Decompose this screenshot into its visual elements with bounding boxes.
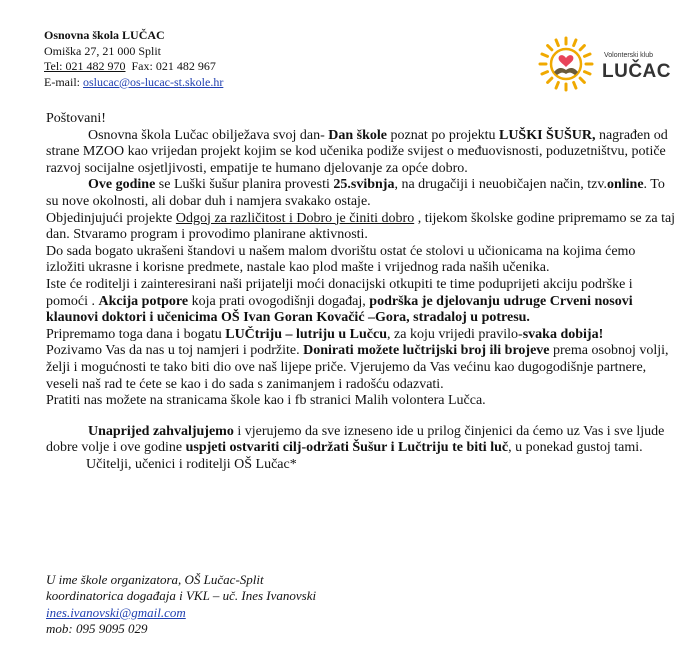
paragraph-lottery: Pripremamo toga dana i bogatu LUČtriju – lutriju u Lučcu, za koju vrijedi pravilo-svaka dobija! [46, 326, 604, 342]
paragraph-follow: Pratiti nas možete na stranicama škole kao i fb stranici Malih volontera Lučca. [46, 393, 486, 409]
sun-ray [542, 54, 548, 56]
sun-ray [542, 72, 548, 74]
fax-number: Fax: 021 482 967 [131, 59, 216, 73]
greeting: Poštovani! [46, 111, 106, 126]
sun-ray [580, 46, 584, 50]
sun-ray [584, 72, 590, 74]
phone-line [44, 59, 223, 75]
sun-ray [584, 54, 590, 56]
volunteer-club-logo [534, 34, 671, 94]
phone-number: Tel: 021 482 970 [44, 59, 126, 73]
sun-ray [548, 78, 552, 82]
paragraph-intro: Osnovna škola Lučac obilježava svoj dan- Dan škole poznat po projektu LUŠKI ŠUŠUR, nagrađen od strane MZOO kao vrijedan projekt kojim se kod učenika podiže svijest o međuovisnosti, poduzetništvu, potiče razvoj socijalne osjetljivosti, empatije te humano djelovanje za opće dobro. [46, 127, 668, 176]
sun-ray [580, 78, 584, 82]
signature-block [46, 572, 316, 638]
paragraph-date: Ove godine se Luški šušur planira provesti 25.svibnja, na drugačiji i neuobičajen način, tzv.online. To su nove okolnosti, ali dobar duh i namjera svakako ostaje. [46, 177, 665, 209]
paragraph-stands: Do sada bogato ukrašeni štandovi u našem malom dvorištu ostat će stolovi u učionicama na kojima ćemo izložiti ukrasne i korisne predmete, nastale kao plod mašte i vrijednog rada naših učenika. [46, 243, 636, 276]
logo-title: LUČAC [602, 61, 671, 82]
paragraph-support: Iste će roditelji i zainteresirani naši prijatelji moći donacijski otkupiti te time poduprijeti akciju podrške i pomoći . Akcija potpore koja prati ovogodišnji događaj, podrška je djelovanju udruge Crveni nosovi klaunovi doktori i učenicima OŠ Ivan Goran Kovačić –Gora, stradaloj u potresu. [46, 276, 633, 326]
closing-line: Učitelji, učenici i roditelji OŠ Lučac* [86, 456, 297, 472]
sun-ray [574, 40, 576, 46]
sun-ray [556, 82, 558, 88]
coordinator-email-link[interactable]: ines.ivanovski@gmail.com [46, 604, 186, 620]
logo-caption: Volonterski klub [604, 52, 654, 59]
letterhead [44, 28, 223, 90]
email-line [44, 75, 223, 91]
signature-organizer: U ime škole organizatora, OŠ Lučac-Split [46, 572, 264, 587]
email-label: E-mail: [44, 74, 80, 89]
signature-coordinator: koordinatorica događaja i VKL – uč. Ines Ivanovski [46, 588, 317, 604]
paragraph-thanks: Unaprijed zahvaljujemo i vjerujemo da sve izneseno ide u prilog činjenici da ćemo uz Vas i sve ljude dobre volje i ove godine uspjeti ostvariti cilj-održati Šušur i Lučtriju te biti luč, u ponekad gustoj tami. [46, 423, 665, 456]
paragraph-invite: Pozivamo Vas da nas u toj namjeri i podržite. Donirati možete lučtrijski broj ili brojeve prema osobnoj volji, želji i mogućnosti te tako biti dio ove naš lijepe priče. Vjerujemo da Vas većinu kao dugogodišnje partnere, veseli naš rad te ćete se kao i do sada s zanimanjem i radošću odazvati. [46, 343, 669, 392]
sun-ray [574, 82, 576, 88]
school-name: Osnovna škola LUČAC [44, 28, 165, 42]
projects-underlined: Odgoj za različitost i Dobro je činiti dobro [175, 210, 415, 226]
sun-ray [548, 46, 552, 50]
paragraph-projects: Objedinjujući projekte Odgoj za različitost i Dobro je činiti dobro , tijekom školske godine pripremamo se za taj dan. Stvaramo program i provodimo planirane aktivnosti. [46, 210, 676, 243]
school-email-link[interactable]: oslucac@os-lucac-st.skole.hr [83, 74, 224, 89]
sun-ray [556, 40, 558, 46]
letter-body [46, 111, 676, 473]
sun-hands-heart-icon [534, 34, 598, 94]
school-address: Omiška 27, 21 000 Split [44, 43, 162, 58]
coordinator-mobile: mob: 095 9095 029 [46, 621, 148, 637]
